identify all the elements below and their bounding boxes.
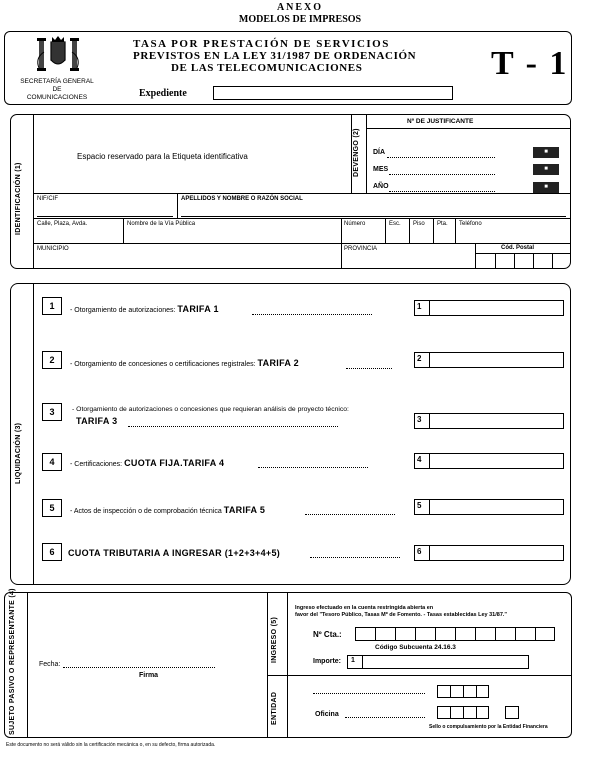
item-4-number: 4 [42,453,62,471]
piso-label: Piso [413,221,425,227]
etiqueta-space: Espacio reservado para la Etiqueta identificativa [77,152,248,161]
item-3-tarifa: TARIFA 3 [76,416,118,426]
coat-of-arms-icon [31,34,85,76]
ingreso-text: Ingreso efectuado en la cuenta restringida abierta en favor del "Tesoro Público, Tasas Mº de Fomento. - Tasas establecidas Ley 31/87." [295,605,508,618]
modelos-subtitle: MODELOS DE IMPRESOS [238,14,362,25]
esc-label: Esc. [389,221,401,227]
liquidacion-label: LIQUIDACIÓN (3) [15,422,22,484]
item-5-text: - Actos de inspección o de comprobación técnica TARIFA 5 [70,505,266,515]
ncta-label: Nº Cta.: [313,630,342,639]
entidad-note: Sello o compulsamiento por la Entidad Financiera [429,724,548,730]
item-2-amount[interactable]: 2 [414,352,564,368]
item-3-amount[interactable]: 3 [414,413,564,429]
oficina-label: Oficina [315,711,339,718]
devengo-label: DEVENGO (2) [353,128,360,177]
liquidacion-box [10,283,571,585]
item-1-number: 1 [42,297,62,315]
item-4-text: - Certificaciones: CUOTA FIJA.TARIFA 4 [70,458,225,468]
codigo-subcuenta: Código Subcuenta 24.16.3 [375,644,456,651]
justificante-label: Nº DE JUSTIFICANTE [407,118,474,125]
control-digit-field[interactable] [505,706,519,719]
numero-label: Número [344,221,366,227]
item-6-number: 6 [42,543,62,561]
item-4-amount[interactable]: 4 [414,453,564,469]
expediente-label: Expediente [139,88,187,99]
cod-postal-label: Cód. Postal [501,245,535,251]
firma-label: Firma [139,672,159,679]
anexo-title: ANEXO [276,2,324,13]
nombre-via-label: Nombre de la Vía Pública [127,221,196,227]
item-2-text: - Otorgamiento de concesiones o certificaciones registrales: TARIFA 2 [70,358,299,368]
nif-field[interactable] [37,205,173,217]
item-1-text: - Otorgamiento de autorizaciones: TARIFA 1 [70,304,219,314]
anio-code-box: ■ [533,182,559,193]
municipio-label: MUNICIPIO [37,246,69,252]
item-2-number: 2 [42,351,62,369]
item-3-text: - Otorgamiento de autorizaciones o concesiones que requieran análisis de proyecto técnico: [72,406,349,413]
importe-label: Importe: [313,658,341,665]
importe-field[interactable]: 1 [347,655,529,669]
identificacion-box [10,114,571,269]
sujeto-label: SUJETO PASIVO O REPRESENTANTE (4) [9,588,16,735]
mes-code-box: ■ [533,164,559,175]
header-box [4,31,572,105]
item-6-text: CUOTA TRIBUTARIA A INGRESAR (1+2+3+4+5) [68,548,281,558]
provincia-label: PROVINCIA [344,246,378,252]
item-1-amount[interactable]: 1 [414,300,564,316]
item-6-amount[interactable]: 6 [414,545,564,561]
dia-label: DÍA [373,149,386,156]
secretaria-label: SECRETARÍA GENERAL DE COMUNICACIONES [20,78,94,101]
telefono-label: Teléfono [459,221,482,227]
apellidos-field[interactable] [181,205,566,217]
item-3-number: 3 [42,403,62,421]
fecha-label: Fecha: [39,661,61,668]
anio-label: AÑO [373,183,389,190]
apellidos-label: APELLIDOS Y NOMBRE O RAZÓN SOCIAL [181,196,303,202]
tasa-title: TASA POR PRESTACIÓN DE SERVICIOS PREVISTOS EN LA LEY 31/1987 DE ORDENACIÓN DE LAS TELECOMUNICACIONES [133,38,417,74]
nif-label: NIF/CIF [37,196,58,202]
bottom-box [4,588,572,738]
model-code: T - 1 [491,45,569,82]
expediente-field[interactable] [213,86,453,100]
mes-label: MES [373,166,389,173]
footer-note: Este documento no será válido sin la certificación mecánica o, en su defecto, firma autorizada. [6,742,216,748]
pta-label: Pta. [437,221,448,227]
dia-code-box: ■ [533,147,559,158]
entidad-label: ENTIDAD [271,691,278,725]
identificacion-label: IDENTIFICACIÓN (1) [15,162,22,235]
item-5-amount[interactable]: 5 [414,499,564,515]
calle-label: Calle, Plaza, Avda. [37,221,88,227]
item-5-number: 5 [42,499,62,517]
ingreso-label: INGRESO (5) [271,616,278,663]
